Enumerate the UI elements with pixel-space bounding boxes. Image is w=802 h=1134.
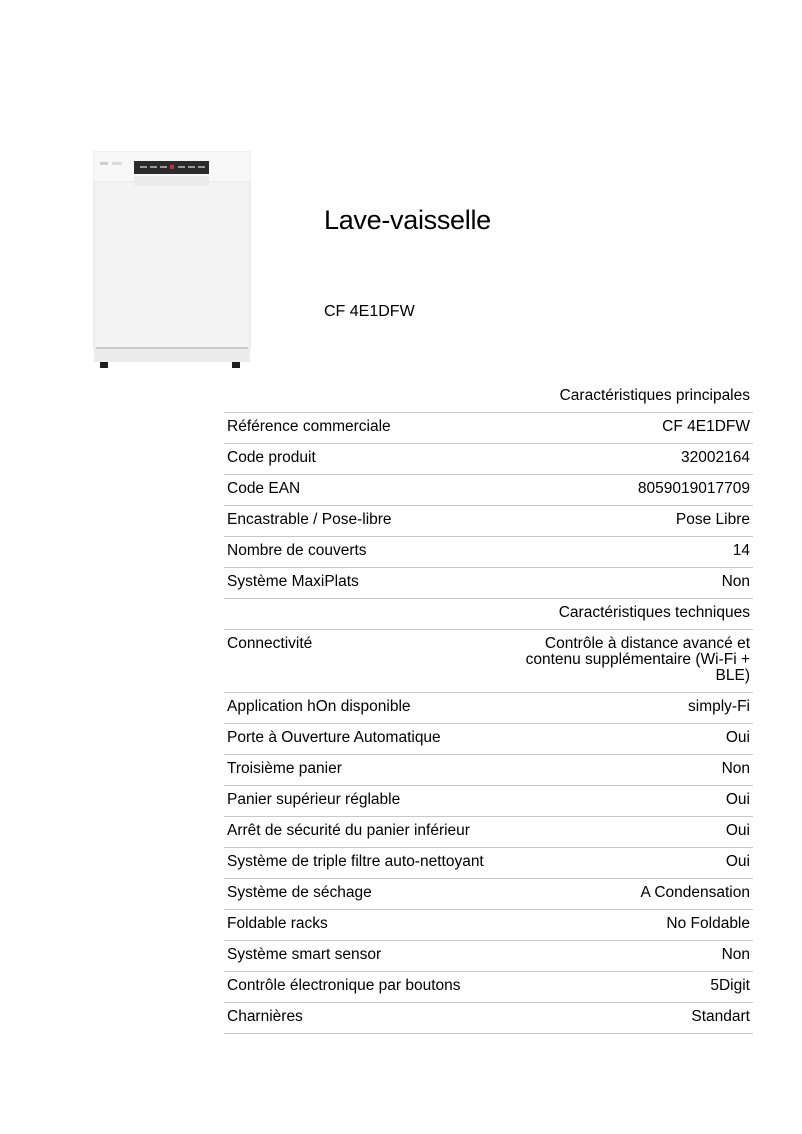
spec-value: Oui [725,853,750,870]
table-row [224,568,753,599]
table-row [224,693,753,724]
table-row [224,786,753,817]
spec-label: Arrêt de sécurité du panier inférieur [227,822,470,839]
spec-label: Système smart sensor [227,946,382,963]
table-row [224,630,753,693]
spec-value: A Condensation [640,884,750,901]
table-row [224,817,753,848]
table-row [224,475,753,506]
table-row [224,910,753,941]
spec-label: Application hOn disponible [227,698,411,715]
spec-value: Non [721,760,750,777]
spec-value: Pose Libre [675,511,750,528]
section-header-main [224,382,753,413]
table-row [224,941,753,972]
spec-value: CF 4E1DFW [662,418,750,435]
spec-value: No Foldable [666,915,750,932]
spec-label: Connectivité [227,635,313,652]
table-row [224,724,753,755]
table-row [224,879,753,910]
spec-value: Standart [691,1008,750,1025]
spec-label: Code produit [227,449,316,466]
table-row [224,506,753,537]
spec-value: Oui [725,791,750,808]
spec-label: Panier supérieur réglable [227,791,401,808]
spec-label: Système de séchage [227,884,372,901]
spec-table [224,382,753,1034]
spec-label: Porte à Ouverture Automatique [227,729,441,746]
spec-value: Oui [725,822,750,839]
table-row [224,444,753,475]
dishwasher-icon [92,150,252,372]
spec-label: Contrôle électronique par boutons [227,977,461,994]
spec-label: Troisième panier [227,760,342,777]
spec-label: Référence commerciale [227,418,391,435]
spec-value: Contrôle à distance avancé et contenu supplémentaire (Wi-Fi + BLE) [525,635,750,684]
spec-label: Code EAN [227,480,301,497]
table-row [224,848,753,879]
spec-label: Foldable racks [227,915,328,932]
spec-value: Oui [725,729,750,746]
spec-value: Non [721,573,750,590]
table-row [224,537,753,568]
spec-value: 14 [732,542,750,559]
spec-label: Nombre de couverts [227,542,367,559]
page-title: Lave-vaisselle [324,205,491,235]
table-row [224,972,753,1003]
spec-value: 8059019017709 [637,480,750,497]
section-heading: Caractéristiques principales [559,387,750,404]
table-row [224,1003,753,1034]
spec-label: Encastrable / Pose-libre [227,511,392,528]
table-row [224,755,753,786]
spec-value: simply-Fi [688,698,750,715]
spec-value: 5Digit [710,977,750,994]
section-header-technical [224,599,753,630]
spec-value: 32002164 [681,449,750,466]
spec-label: Système de triple filtre auto-nettoyant [227,853,484,870]
product-model: CF 4E1DFW [324,303,415,320]
product-image [92,150,252,372]
table-row [224,413,753,444]
spec-label: Système MaxiPlats [227,573,359,590]
spec-label: Charnières [227,1008,303,1025]
section-heading: Caractéristiques techniques [558,604,750,621]
spec-value: Non [721,946,750,963]
